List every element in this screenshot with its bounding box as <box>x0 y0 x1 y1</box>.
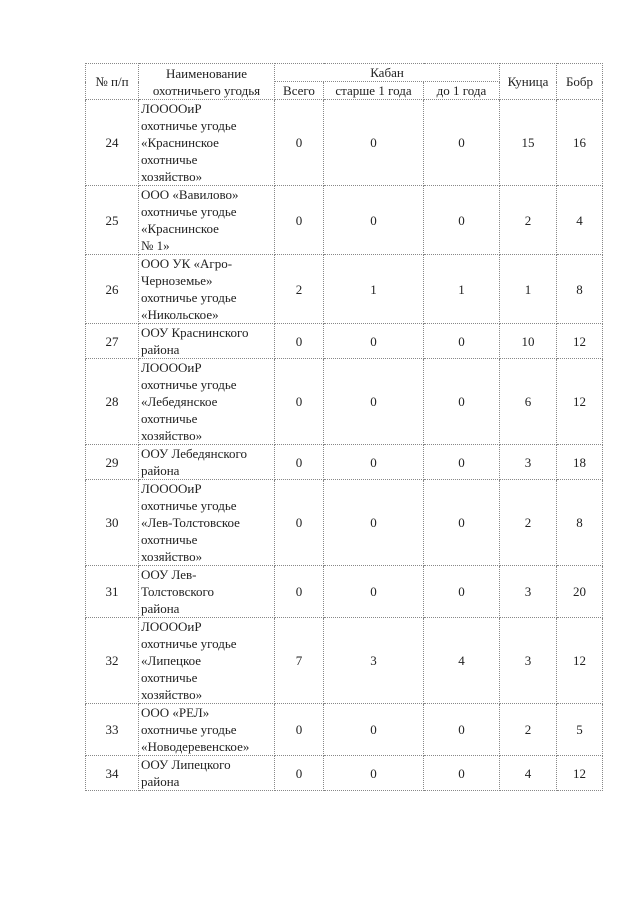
name-line: охотничье <box>141 532 198 547</box>
name-line: «Липецкое <box>141 653 202 668</box>
name-line: охотничье <box>141 411 198 426</box>
hunting-ground-name <box>139 704 275 756</box>
name-line: ООУ Краснинского <box>141 325 249 340</box>
table-row <box>86 566 603 618</box>
hunting-ground-name <box>139 445 275 480</box>
hunting-ground-name <box>139 324 275 359</box>
cell-starshe: 0 <box>324 566 424 618</box>
header-num: № п/п <box>86 64 139 100</box>
cell-starshe: 0 <box>324 100 424 186</box>
name-line: Черноземье» <box>141 273 213 288</box>
header-bobr: Бобр <box>557 64 603 100</box>
row-number: 26 <box>86 255 139 324</box>
hunting-ground-name <box>139 359 275 445</box>
name-line: ООО «РЕЛ» <box>141 705 210 720</box>
cell-vsego: 0 <box>275 756 324 791</box>
cell-bobr: 4 <box>557 186 603 255</box>
name-line: охотничье угодье <box>141 722 237 737</box>
hunting-ground-name <box>139 186 275 255</box>
header-name-line1: Наименование <box>166 65 247 81</box>
hunting-ground-name <box>139 255 275 324</box>
hunting-ground-name <box>139 480 275 566</box>
header-vsego: Всего <box>275 82 324 100</box>
cell-starshe: 0 <box>324 480 424 566</box>
row-number: 33 <box>86 704 139 756</box>
cell-kunitsa: 2 <box>500 704 557 756</box>
cell-starshe: 1 <box>324 255 424 324</box>
name-line: Толстовского <box>141 584 215 599</box>
name-line: «Краснинское <box>141 221 219 236</box>
name-line: ЛООООиР <box>141 101 202 116</box>
name-line: района <box>141 601 180 616</box>
name-line: «Лебедянское <box>141 394 218 409</box>
cell-vsego: 0 <box>275 324 324 359</box>
cell-starshe: 0 <box>324 756 424 791</box>
hunting-ground-name <box>139 618 275 704</box>
table-row <box>86 359 603 445</box>
cell-kunitsa: 3 <box>500 618 557 704</box>
name-line: охотничье угодье <box>141 377 237 392</box>
table-row <box>86 480 603 566</box>
cell-bobr: 16 <box>557 100 603 186</box>
cell-do1: 0 <box>424 100 500 186</box>
table-row <box>86 756 603 791</box>
name-line: хозяйство» <box>141 687 203 702</box>
table-row <box>86 100 603 186</box>
name-line: охотничье <box>141 152 198 167</box>
table-body <box>86 100 603 791</box>
name-line: «Краснинское <box>141 135 219 150</box>
name-line: охотничье угодье <box>141 204 237 219</box>
cell-do1: 0 <box>424 359 500 445</box>
name-line: ООО УК «Агро- <box>141 256 233 271</box>
cell-vsego: 0 <box>275 100 324 186</box>
cell-kunitsa: 4 <box>500 756 557 791</box>
row-number: 28 <box>86 359 139 445</box>
name-line: охотничье угодье <box>141 498 237 513</box>
name-line: хозяйство» <box>141 428 203 443</box>
hunting-ground-name <box>139 566 275 618</box>
cell-vsego: 2 <box>275 255 324 324</box>
cell-bobr: 12 <box>557 359 603 445</box>
name-line: хозяйство» <box>141 549 203 564</box>
name-line: охотничье угодье <box>141 118 237 133</box>
cell-bobr: 20 <box>557 566 603 618</box>
name-line: ЛООООиР <box>141 619 202 634</box>
table-row <box>86 324 603 359</box>
cell-vsego: 7 <box>275 618 324 704</box>
name-line: ЛООООиР <box>141 360 202 375</box>
header-name <box>139 64 275 100</box>
row-number: 34 <box>86 756 139 791</box>
cell-bobr: 8 <box>557 480 603 566</box>
row-number: 29 <box>86 445 139 480</box>
header-name-line2: охотничьего угодья <box>152 82 261 98</box>
cell-bobr: 18 <box>557 445 603 480</box>
cell-starshe: 0 <box>324 324 424 359</box>
name-line: «Новодеревенское» <box>141 739 250 754</box>
name-line: охотничье угодье <box>141 636 237 651</box>
cell-bobr: 12 <box>557 756 603 791</box>
cell-kunitsa: 3 <box>500 445 557 480</box>
cell-starshe: 0 <box>324 186 424 255</box>
header-kaban: Кабан <box>275 64 500 82</box>
name-line: «Никольское» <box>141 307 219 322</box>
row-number: 27 <box>86 324 139 359</box>
game-census-table <box>85 63 603 791</box>
row-number: 32 <box>86 618 139 704</box>
name-line: «Лев-Толстовское <box>141 515 240 530</box>
name-line: хозяйство» <box>141 169 203 184</box>
cell-bobr: 8 <box>557 255 603 324</box>
table-header <box>86 64 603 100</box>
table-row <box>86 255 603 324</box>
cell-kunitsa: 2 <box>500 186 557 255</box>
cell-vsego: 0 <box>275 445 324 480</box>
cell-kunitsa: 1 <box>500 255 557 324</box>
row-number: 31 <box>86 566 139 618</box>
name-line: ООУ Лебедянского <box>141 446 248 461</box>
table-row <box>86 618 603 704</box>
cell-do1: 4 <box>424 618 500 704</box>
name-line: № 1» <box>141 238 170 253</box>
header-starshe: старше 1 года <box>324 82 424 100</box>
cell-bobr: 12 <box>557 324 603 359</box>
name-line: охотничье угодье <box>141 290 237 305</box>
name-line: района <box>141 463 180 478</box>
cell-do1: 0 <box>424 445 500 480</box>
cell-do1: 0 <box>424 756 500 791</box>
cell-do1: 0 <box>424 566 500 618</box>
cell-do1: 0 <box>424 324 500 359</box>
cell-do1: 0 <box>424 186 500 255</box>
cell-kunitsa: 10 <box>500 324 557 359</box>
table-row <box>86 445 603 480</box>
cell-bobr: 5 <box>557 704 603 756</box>
name-line: района <box>141 342 180 357</box>
header-kunitsa: Куница <box>500 64 557 100</box>
row-number: 25 <box>86 186 139 255</box>
cell-kunitsa: 15 <box>500 100 557 186</box>
cell-vsego: 0 <box>275 480 324 566</box>
cell-bobr: 12 <box>557 618 603 704</box>
name-line: ЛООООиР <box>141 481 202 496</box>
cell-do1: 0 <box>424 704 500 756</box>
cell-kunitsa: 6 <box>500 359 557 445</box>
name-line: ООУ Лев- <box>141 567 197 582</box>
cell-vsego: 0 <box>275 359 324 445</box>
table-row <box>86 186 603 255</box>
cell-kunitsa: 2 <box>500 480 557 566</box>
cell-starshe: 3 <box>324 618 424 704</box>
hunting-ground-name <box>139 756 275 791</box>
cell-kunitsa: 3 <box>500 566 557 618</box>
cell-vsego: 0 <box>275 704 324 756</box>
name-line: района <box>141 774 180 789</box>
cell-do1: 0 <box>424 480 500 566</box>
row-number: 30 <box>86 480 139 566</box>
cell-starshe: 0 <box>324 359 424 445</box>
name-line: охотничье <box>141 670 198 685</box>
header-do1: до 1 года <box>424 82 500 100</box>
cell-starshe: 0 <box>324 704 424 756</box>
cell-do1: 1 <box>424 255 500 324</box>
cell-vsego: 0 <box>275 566 324 618</box>
cell-starshe: 0 <box>324 445 424 480</box>
name-line: ООУ Липецкого <box>141 757 231 772</box>
table-row <box>86 704 603 756</box>
name-line: ООО «Вавилово» <box>141 187 239 202</box>
cell-vsego: 0 <box>275 186 324 255</box>
row-number: 24 <box>86 100 139 186</box>
hunting-ground-name <box>139 100 275 186</box>
